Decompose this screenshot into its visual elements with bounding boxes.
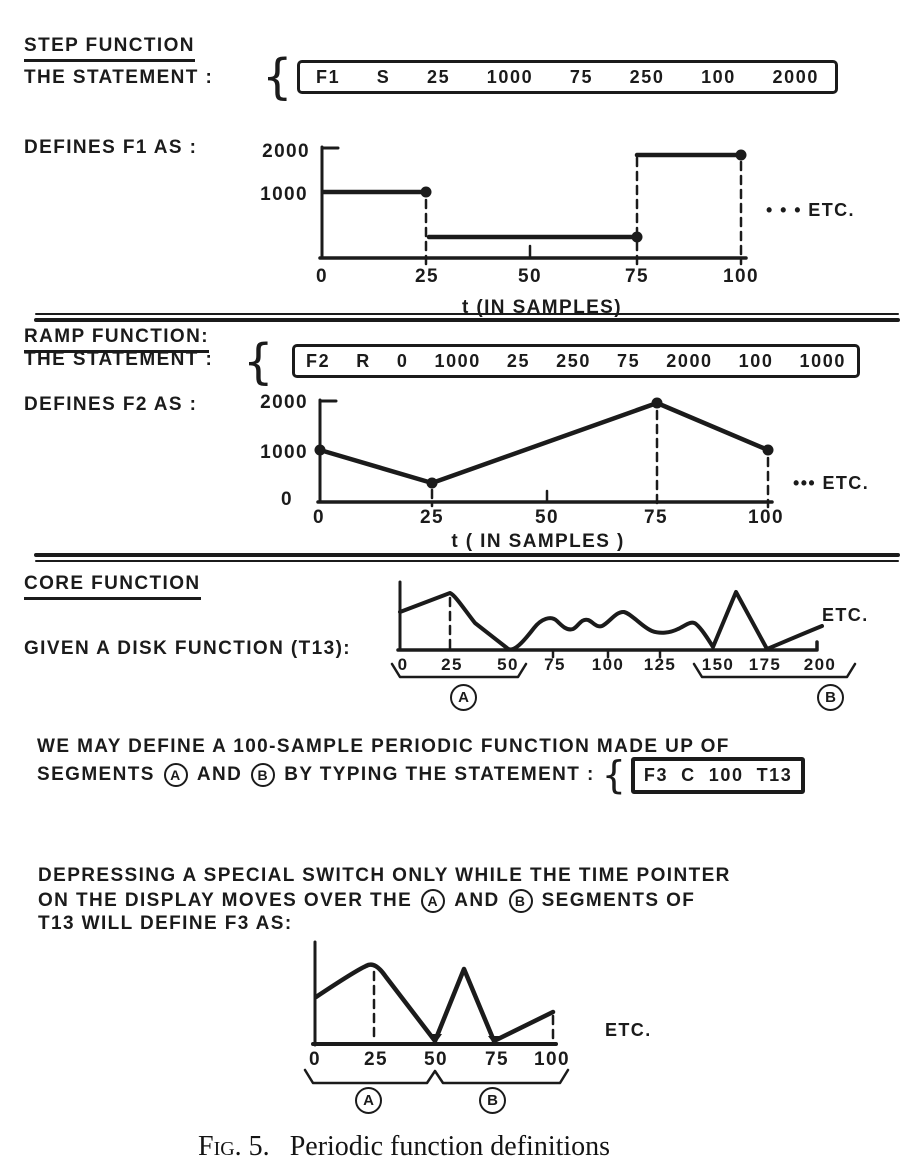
ramp-open-brace: { xyxy=(243,334,274,390)
segment-a-badge: A xyxy=(355,1087,382,1114)
paragraph-2-line-1: DEPRESSING A SPECIAL SWITCH ONLY WHILE THE TIME POINTER xyxy=(38,865,731,886)
x-tick-label: 150 xyxy=(701,655,735,674)
caption-label: Fig. 5. xyxy=(198,1131,270,1162)
segment-b-badge: B xyxy=(479,1087,506,1114)
y-tick-label: 2000 xyxy=(260,392,308,413)
x-tick-label: 25 xyxy=(441,655,463,674)
x-tick-label: 25 xyxy=(364,1049,388,1070)
x-tick-label: 75 xyxy=(485,1049,509,1070)
statement-token: 100 xyxy=(708,764,744,785)
statement-token: T13 xyxy=(756,764,793,785)
x-tick-label: 175 xyxy=(748,655,782,674)
segment-b-badge: B xyxy=(251,763,275,787)
paragraph-2-line-2 xyxy=(38,886,695,916)
statement-token: 250 xyxy=(556,350,591,371)
statement-token: F3 xyxy=(643,764,669,785)
ramp-statement-label: THE STATEMENT : xyxy=(24,349,214,370)
x-tick-label: 50 xyxy=(518,266,542,287)
statement-token: 25 xyxy=(506,350,531,371)
paragraph-text: AND xyxy=(196,764,243,785)
segment-b-badge: B xyxy=(817,684,844,711)
x-tick-label: 100 xyxy=(534,1049,570,1070)
x-tick-label: 125 xyxy=(643,655,677,674)
x-tick-label: 50 xyxy=(535,507,559,528)
step-statement-box xyxy=(297,60,838,94)
statement-token: 1000 xyxy=(434,350,481,371)
x-tick-label: 25 xyxy=(420,507,444,528)
ramp-plot-art xyxy=(315,398,774,508)
segment-a-badge: A xyxy=(164,763,188,787)
step-heading-text: STEP FUNCTION xyxy=(24,35,195,62)
x-tick-label: 0 xyxy=(397,655,409,674)
step-section-heading xyxy=(24,36,195,55)
figure-caption xyxy=(198,1131,610,1163)
statement-token: 75 xyxy=(569,66,594,87)
y-tick-label: 1000 xyxy=(260,184,308,205)
statement-token: 2000 xyxy=(772,66,819,87)
etc-label: ETC. xyxy=(822,605,869,625)
step-defines-label: DEFINES F1 AS : xyxy=(24,137,198,158)
step-plot-art xyxy=(320,147,747,264)
x-axis-title: t ( IN SAMPLES ) xyxy=(451,531,625,552)
segment-a-badge: A xyxy=(421,889,445,913)
etc-label: ••• ETC. xyxy=(793,473,870,493)
statement-token: C xyxy=(681,764,696,785)
x-tick-label: 100 xyxy=(748,507,784,528)
step-open-brace: { xyxy=(262,49,293,105)
y-tick-label: 2000 xyxy=(262,141,310,162)
statement-open-brace: { xyxy=(601,753,626,797)
core-section-heading xyxy=(24,574,201,593)
statement-token: S xyxy=(376,66,391,87)
ramp-section-heading xyxy=(24,327,209,346)
x-axis-title: t (IN SAMPLES) xyxy=(462,297,622,318)
statement-token: F2 xyxy=(306,350,331,371)
separator-2 xyxy=(36,555,898,561)
x-tick-label: 200 xyxy=(803,655,837,674)
x-tick-label: 100 xyxy=(723,266,759,287)
core-statement-box xyxy=(631,757,806,794)
paragraph-text: ON THE DISPLAY MOVES OVER THE xyxy=(38,890,413,911)
x-tick-label: 25 xyxy=(415,266,439,287)
statement-token: 1000 xyxy=(486,66,534,87)
x-tick-label: 75 xyxy=(644,507,668,528)
etc-label: • • • ETC. xyxy=(766,200,855,220)
statement-token: 100 xyxy=(738,350,774,371)
paragraph-1-line-2 xyxy=(37,753,805,797)
ramp-defines-label: DEFINES F2 AS : xyxy=(24,394,198,415)
core-heading-text: CORE FUNCTION xyxy=(24,573,201,600)
x-tick-label: 0 xyxy=(313,507,325,528)
caption-text: Periodic function definitions xyxy=(289,1131,611,1162)
statement-token: 25 xyxy=(426,66,451,87)
ramp-statement-box xyxy=(292,344,860,378)
x-tick-label: 75 xyxy=(625,266,649,287)
core-given-label: GIVEN A DISK FUNCTION (T13): xyxy=(24,638,352,659)
paragraph-text: SEGMENTS xyxy=(37,764,155,785)
statement-token: 0 xyxy=(396,350,409,371)
x-tick-label: 100 xyxy=(591,655,625,674)
paragraph-2-line-3: T13 WILL DEFINE F3 AS: xyxy=(38,913,293,934)
segment-a-badge: A xyxy=(450,684,477,711)
y-tick-label: 1000 xyxy=(260,442,308,463)
x-tick-label: 50 xyxy=(424,1049,448,1070)
paragraph-1-line-1: WE MAY DEFINE A 100-SAMPLE PERIODIC FUNCTION MADE UP OF xyxy=(37,736,730,757)
statement-token: F1 xyxy=(316,66,341,87)
x-tick-label: 75 xyxy=(544,655,566,674)
x-tick-label: 0 xyxy=(309,1049,321,1070)
x-tick-label: 50 xyxy=(497,655,519,674)
statement-token: 75 xyxy=(616,350,641,371)
ramp-heading-text: RAMP FUNCTION: xyxy=(24,326,209,353)
paragraph-text: AND xyxy=(454,890,500,911)
statement-token: 1000 xyxy=(799,350,846,371)
etc-label: ETC. xyxy=(605,1020,652,1040)
statement-token: 2000 xyxy=(666,350,713,371)
paragraph-text: BY TYPING THE STATEMENT : xyxy=(284,764,595,785)
y-tick-label: 0 xyxy=(281,489,293,510)
step-statement-label: THE STATEMENT : xyxy=(24,67,214,88)
x-tick-label: 0 xyxy=(316,266,328,287)
segment-b-badge: B xyxy=(509,889,533,913)
statement-token: 250 xyxy=(629,66,665,87)
statement-token: R xyxy=(356,350,371,371)
paragraph-text: SEGMENTS OF xyxy=(541,890,696,911)
statement-token: 100 xyxy=(701,66,736,87)
